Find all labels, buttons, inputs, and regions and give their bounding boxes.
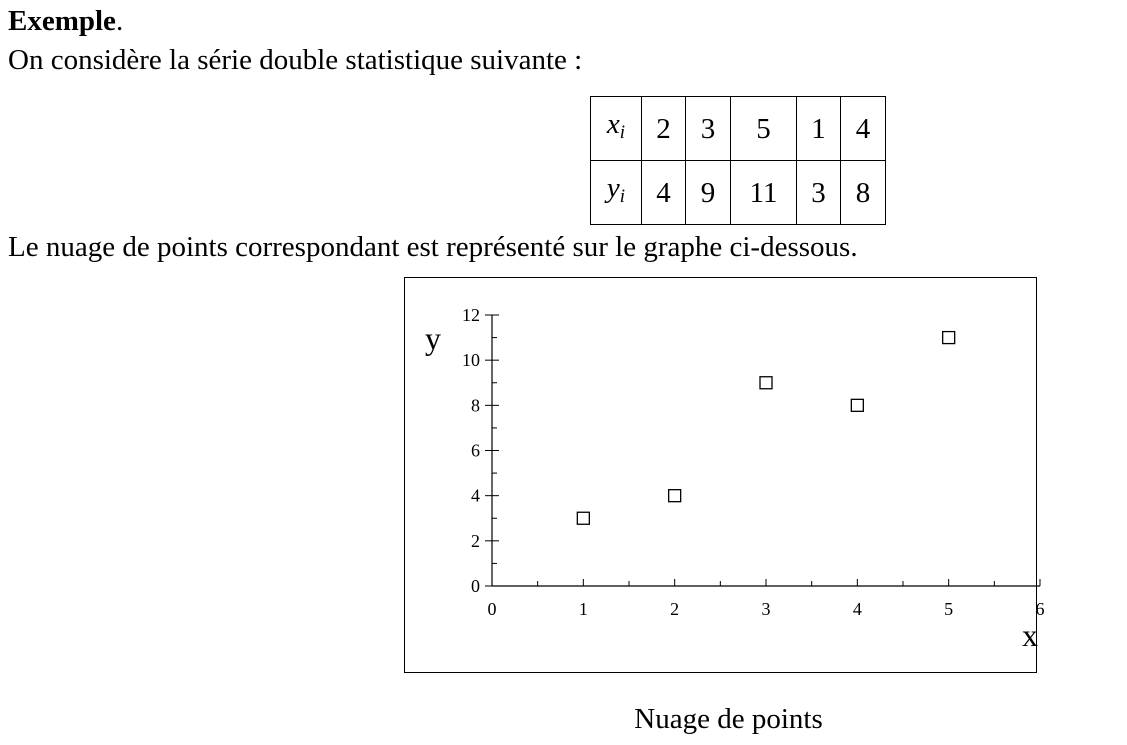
x-tick-label: 1 xyxy=(578,599,588,619)
chart-caption: Nuage de points xyxy=(634,703,823,735)
x-tick-label: 0 xyxy=(487,599,497,619)
y-tick-label: 4 xyxy=(471,485,480,506)
x-tick-label: 3 xyxy=(761,599,771,619)
example-title: Exemple xyxy=(8,5,116,37)
example-title-punct: . xyxy=(115,5,124,37)
y-value: 11 xyxy=(731,161,797,225)
y-row xyxy=(591,161,886,225)
data-point xyxy=(760,377,772,389)
y-tick-label: 6 xyxy=(471,440,480,461)
series-table xyxy=(590,96,886,225)
x-value: 4 xyxy=(841,97,886,161)
x-value: 1 xyxy=(797,97,841,161)
scatter-chart xyxy=(405,278,1045,674)
x-tick-label: 4 xyxy=(852,599,862,619)
x-value: 2 xyxy=(642,97,686,161)
y-value: 9 xyxy=(686,161,731,225)
y-tick-label: 0 xyxy=(471,576,480,596)
data-point xyxy=(669,490,681,502)
x-tick-label: 6 xyxy=(1035,599,1045,619)
x-tick-label: 5 xyxy=(944,599,954,619)
data-point xyxy=(943,332,955,344)
y-tick-label: 10 xyxy=(462,350,480,371)
x-axis-label: x xyxy=(1022,617,1038,653)
y-tick-label: 8 xyxy=(471,395,480,416)
x-tick-label: 2 xyxy=(670,599,680,619)
y-value: 3 xyxy=(797,161,841,225)
intro-paragraph: On considère la série double statistique suivante : xyxy=(8,44,583,76)
chart-intro-paragraph: Le nuage de points correspondant est représenté sur le graphe ci-dessous. xyxy=(8,231,858,263)
data-point xyxy=(577,512,589,524)
x-value: 5 xyxy=(731,97,797,161)
y-axis-label: y xyxy=(425,320,441,356)
y-tick-label: 12 xyxy=(462,305,480,325)
x-row-label: $x_i$ xyxy=(591,97,642,161)
y-row-label: $y_i$ xyxy=(591,161,642,225)
x-row xyxy=(591,97,886,161)
example-heading xyxy=(8,4,123,38)
scatter-chart-frame xyxy=(404,277,1045,673)
y-value: 8 xyxy=(841,161,886,225)
x-value: 3 xyxy=(686,97,731,161)
data-point xyxy=(851,399,863,411)
y-value: 4 xyxy=(642,161,686,225)
y-tick-label: 2 xyxy=(471,530,480,551)
